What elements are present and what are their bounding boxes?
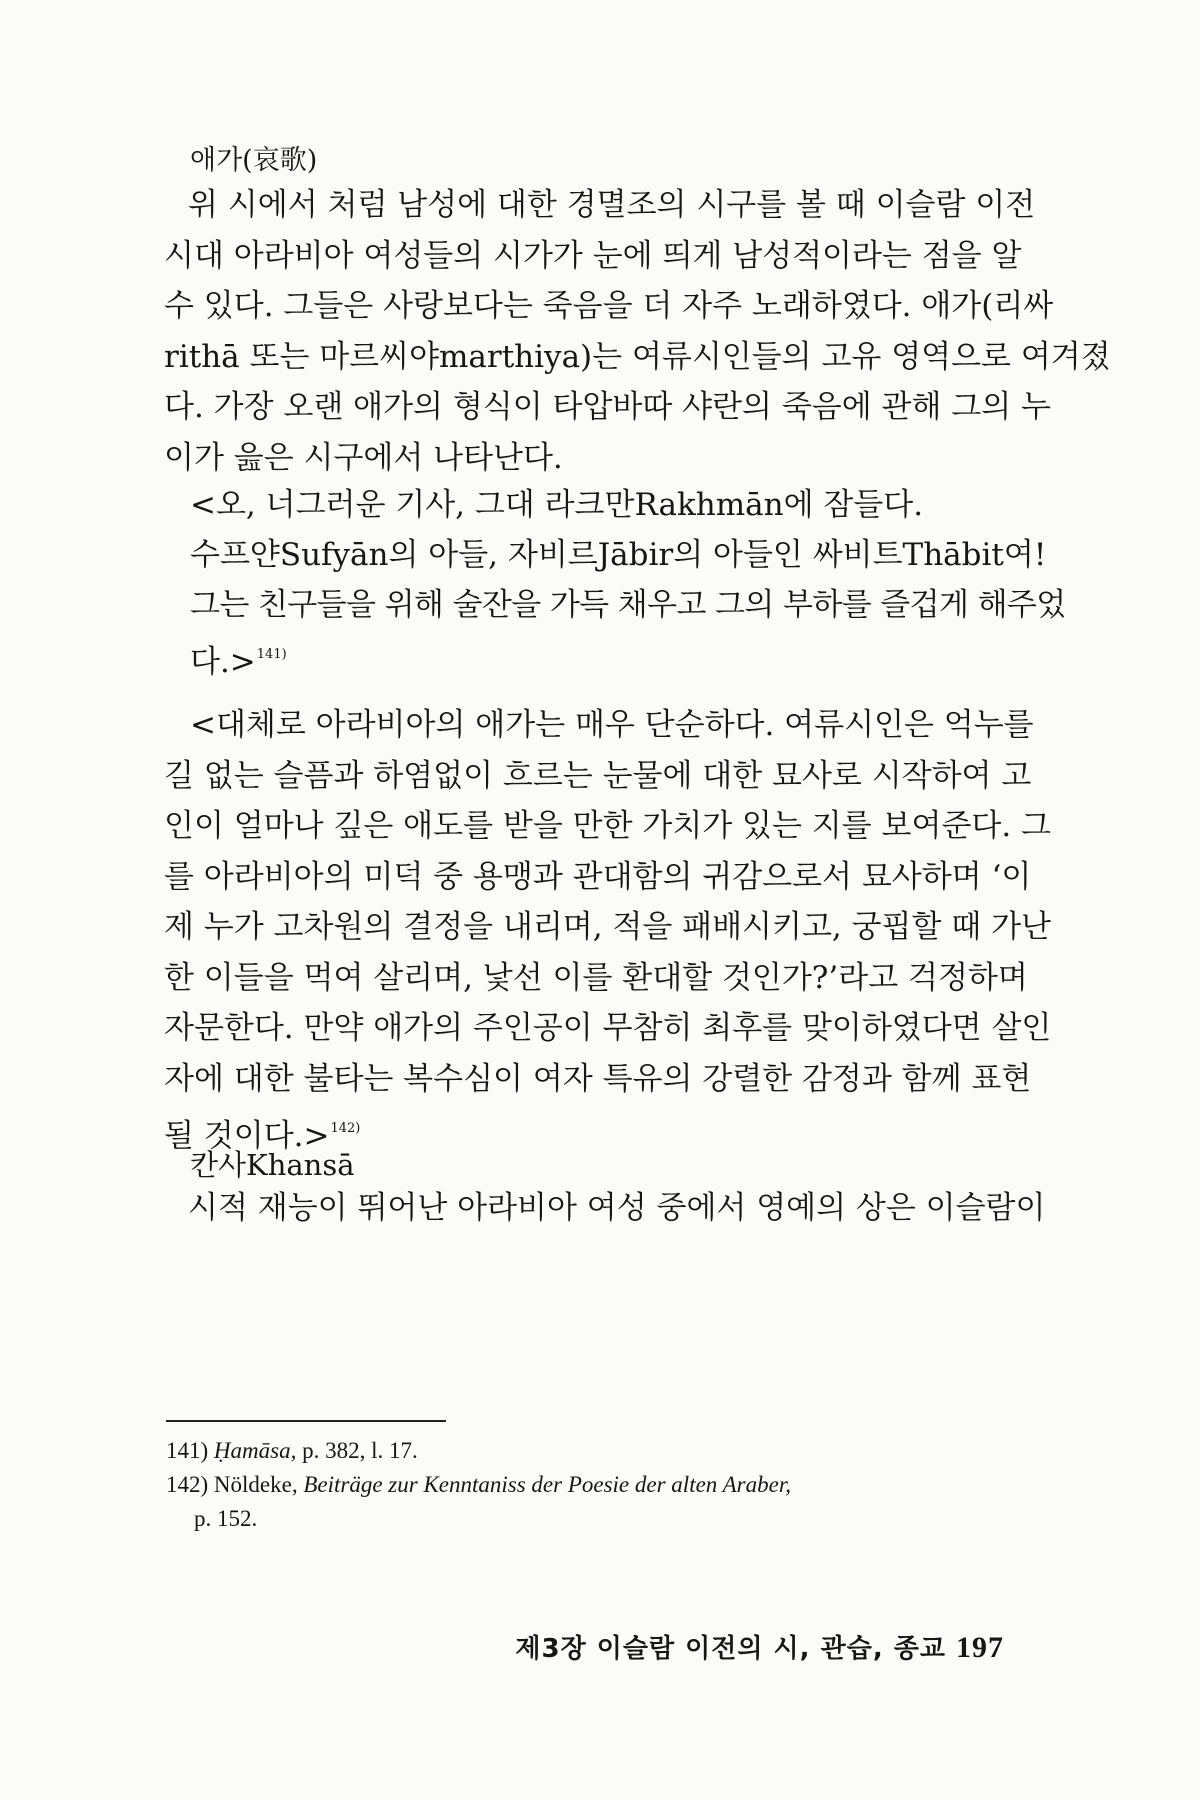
block-quote-142 bbox=[164, 700, 1052, 1162]
footnote-divider bbox=[166, 1420, 446, 1422]
quote-line: 길 없는 슬픔과 하염없이 흐르는 눈물에 대한 묘사로 시작하여 고 bbox=[164, 757, 1032, 794]
quote-text: 될 것이다.> bbox=[164, 1118, 330, 1154]
text-line: 위 시에서 처럼 남성에 대한 경멸조의 시구를 볼 때 이슬람 이전 bbox=[188, 187, 1036, 223]
text-line: rithā 또는 마르씨야marthiya)는 여류시인들의 고유 영역으로 여겨졌 bbox=[164, 338, 1111, 375]
quote-line: 그는 친구들을 위해 술잔을 가득 채우고 그의 부하를 즐겁게 해주었 bbox=[190, 587, 1066, 623]
page-number: 197 bbox=[956, 1631, 1004, 1664]
quote-line: 자문한다. 만약 애가의 주인공이 무참히 최후를 맞이하였다면 살인 bbox=[164, 1010, 1052, 1046]
block-quote-141 bbox=[190, 480, 1066, 687]
quote-line: <오, 너그러운 기사, 그대 라크만Rakhmān에 잠들다. bbox=[190, 487, 924, 523]
footnote-ref-142[interactable]: 142) bbox=[330, 1121, 361, 1136]
text-line: 시대 아라비아 여성들의 시가가 눈에 띄게 남성적이라는 점을 알 bbox=[164, 237, 1022, 274]
quote-line: 제 누가 고차원의 결정을 내리며, 적을 패배시키고, 궁핍할 때 가난 bbox=[164, 909, 1051, 945]
footnote-text: p. 382, l. 17. bbox=[296, 1438, 418, 1463]
quote-line: 한 이들을 먹여 살리며, 낯선 이를 환대할 것인가?’라고 걱정하며 bbox=[164, 959, 1028, 996]
section-heading-khansa: 칸사Khansā bbox=[190, 1148, 355, 1182]
footnote-number: 141) bbox=[166, 1438, 209, 1463]
footnote-continuation: p. 152. bbox=[194, 1506, 258, 1531]
paragraph-elegy-intro bbox=[164, 180, 1111, 483]
footnote-title: Ḥamāsa, bbox=[213, 1438, 297, 1463]
footnote-ref-141[interactable]: 141) bbox=[256, 647, 287, 662]
footnote-141 bbox=[166, 1434, 418, 1468]
chapter-title: 제3장 이슬람 이전의 시, 관습, 종교 bbox=[515, 1634, 946, 1664]
quote-line: 자에 대한 불타는 복수심이 여자 특유의 강렬한 감정과 함께 표현 bbox=[164, 1060, 1032, 1097]
text-line: 이가 읊은 시구에서 나타난다. bbox=[164, 439, 563, 476]
quote-line: <대체로 아라비아의 애가는 매우 단순하다. 여류시인은 억누를 bbox=[190, 707, 1034, 743]
text-line: 다. 가장 오랜 애가의 형식이 타압바따 샤란의 죽음에 관해 그의 누 bbox=[164, 389, 1051, 425]
quote-text: 다.> bbox=[190, 644, 256, 680]
footnote-142 bbox=[166, 1468, 1016, 1536]
paragraph-khansa bbox=[164, 1183, 1046, 1234]
running-footer bbox=[515, 1628, 1004, 1665]
footnote-title: Beiträge zur Kenntaniss der Poesie der alten Araber, bbox=[303, 1472, 791, 1497]
quote-line: 를 아라비아의 미덕 중 용맹과 관대함의 귀감으로서 묘사하며 ‘이 bbox=[164, 858, 1032, 895]
quote-line: 인이 얼마나 깊은 애도를 받을 만한 가치가 있는 지를 보여준다. 그 bbox=[164, 808, 1051, 844]
quote-line: 수프얀Sufyān의 아들, 자비르Jābir의 아들인 싸비트Thābit여! bbox=[190, 537, 1047, 573]
text-line: 수 있다. 그들은 사랑보다는 죽음을 더 자주 노래하였다. 애가(리싸 bbox=[164, 288, 1054, 324]
text-line: 시적 재능이 뛰어난 아라비아 여성 중에서 영예의 상은 이슬람이 bbox=[188, 1190, 1046, 1226]
quote-line-last bbox=[190, 630, 1008, 687]
footnote-number: 142) bbox=[166, 1472, 209, 1497]
footnote-author: Nöldeke, bbox=[213, 1472, 304, 1497]
section-heading-elegy: 애가(哀歌) bbox=[190, 145, 318, 176]
